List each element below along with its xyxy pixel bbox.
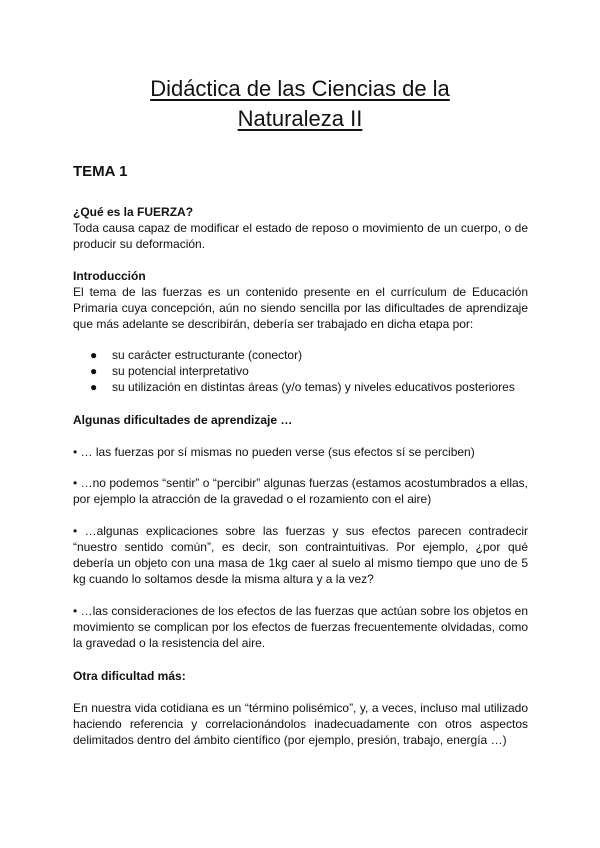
intro-paragraph: El tema de las fuerzas es un contenido presente en el currículum de Educación Primaria cuya concepción, aún no siendo sencilla por las dificultades de aprendizaje que más adelante se describirán, debería ser trabajado en dicha etapa por: bbox=[73, 285, 528, 331]
dificultad-item: • … las fuerzas por sí mismas no pueden verse (sus efectos sí se perciben) bbox=[73, 445, 475, 459]
document-title-line-1: Didáctica de las Ciencias de la bbox=[150, 76, 450, 101]
bullet-text: su utilización en distintas áreas (y/o temas) y niveles educativos posteriores bbox=[112, 380, 515, 394]
dificultad-item: • …no podemos “sentir” o “percibir” algunas fuerzas (estamos acostumbrados a ellas, por ejemplo la atracción de la gravedad o el rozamiento con el aire) bbox=[73, 476, 528, 506]
dificultad-item: • …las consideraciones de los efectos de las fuerzas que actúan sobre los objetos en movimiento se complican por los efectos de fuerzas frecuentemente olvidadas, como la gravedad o la resistencia del aire. bbox=[73, 604, 528, 650]
bullet-text: su potencial interpretativo bbox=[112, 364, 249, 378]
otra-paragraph: En nuestra vida cotidiana es un “término polisémico”, y, a veces, incluso mal utilizado haciendo referencia y correlacionándolos inadecuadamente con otros aspectos delimitados dentro del ámbito científico (por ejemplo, presión, trabajo, energía …) bbox=[73, 701, 528, 747]
dificultad-item: • …algunas explicaciones sobre las fuerzas y sus efectos parecen contradecir “nuestro sentido común”, es decir, son contraintuitivas. Por ejemplo, ¿por qué debería un objeto con una masa de 1kg caer al suelo al mismo tiempo que uno de 5 kg cuando lo soltamos desde la misma altura y a la vez? bbox=[73, 524, 528, 586]
dificultades-heading: Algunas dificultades de aprendizaje … bbox=[73, 413, 293, 427]
bullet-text: su carácter estructurante (conector) bbox=[112, 348, 303, 362]
intro-heading: Introducción bbox=[73, 269, 146, 283]
fuerza-heading: ¿Qué es la FUERZA? bbox=[73, 205, 194, 219]
document-title-line-2: Naturaleza II bbox=[237, 106, 363, 131]
fuerza-definition: Toda causa capaz de modificar el estado de reposo o movimiento de un cuerpo, o de producir su deformación. bbox=[73, 221, 528, 251]
otra-heading: Otra dificultad más: bbox=[73, 669, 186, 683]
bullet-dot: ● bbox=[90, 348, 98, 362]
bullet-dot: ● bbox=[90, 380, 98, 394]
tema-heading: TEMA 1 bbox=[73, 163, 128, 180]
bullet-dot: ● bbox=[90, 364, 98, 378]
